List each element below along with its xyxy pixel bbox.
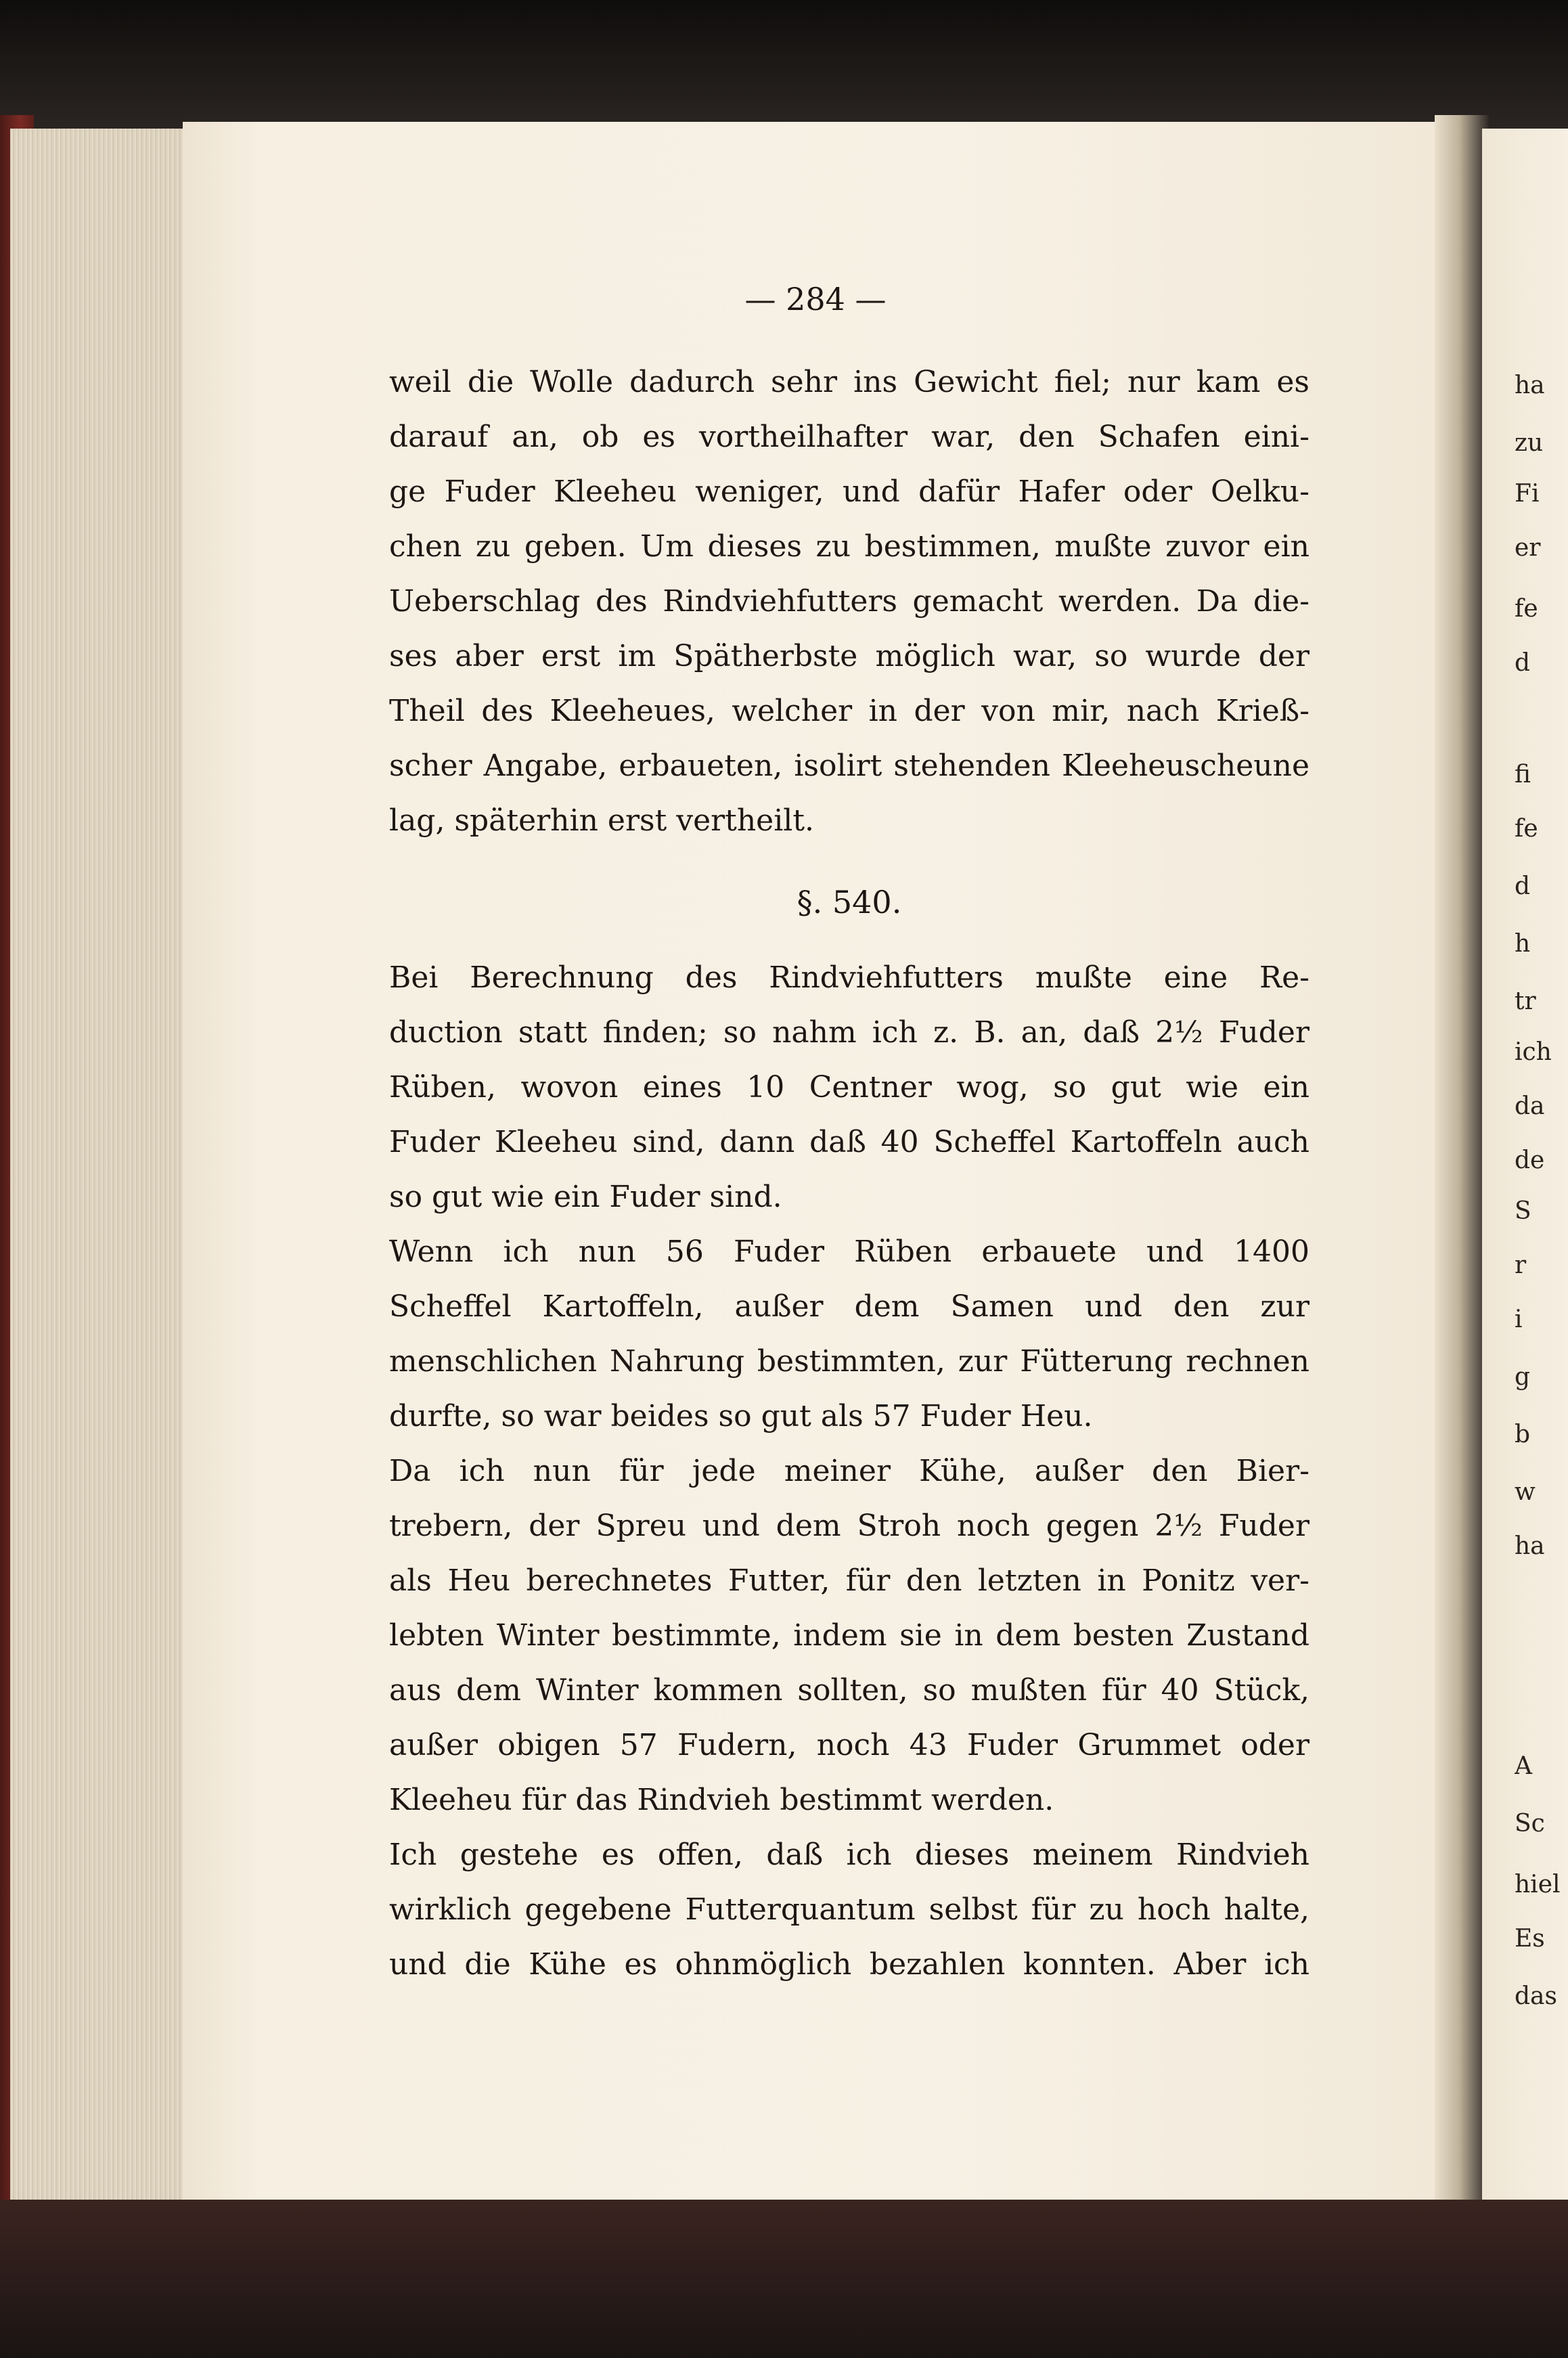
text-line: außer obigen 57 Fudern, noch 43 Fuder Grummet oder	[389, 1728, 1309, 1762]
scan-background-top	[0, 0, 1568, 129]
text-line: als Heu berechnetes Futter, für den letzten in Ponitz ver-	[389, 1563, 1309, 1598]
facing-page-fragment: das	[1515, 1982, 1557, 2010]
facing-page-fragment: Sc	[1515, 1810, 1545, 1838]
book-gutter	[1435, 115, 1489, 2254]
scan-background-bottom	[0, 2200, 1568, 2358]
text-line: lag, späterhin erst vertheilt.	[389, 803, 815, 838]
text-line: chen zu geben. Um dieses zu bestimmen, mußte zuvor ein	[389, 529, 1309, 564]
facing-page-fragment: ha	[1515, 1532, 1545, 1560]
facing-page-fragment: A	[1515, 1752, 1532, 1780]
facing-page-fragment: tr	[1515, 987, 1536, 1015]
text-line: Fuder Kleeheu sind, dann daß 40 Scheffel Kartoffeln auch	[389, 1125, 1309, 1159]
text-line: darauf an, ob es vortheilhafter war, den Schafen eini-	[389, 420, 1309, 454]
facing-page-fragment: Es	[1515, 1925, 1545, 1953]
text-line: aus dem Winter kommen sollten, so mußten für 40 Stück,	[389, 1673, 1309, 1708]
text-line: Ueberschlag des Rindviehfutters gemacht werden. Da die-	[389, 584, 1309, 619]
facing-page-fragment: fe	[1515, 595, 1538, 623]
text-line: trebern, der Spreu und dem Stroh noch gegen 2½ Fuder	[389, 1509, 1309, 1543]
facing-page-fragment: de	[1515, 1147, 1545, 1174]
page-edges	[10, 129, 187, 2200]
text-line: duction statt finden; so nahm ich z. B. an, daß 2½ Fuder	[389, 1015, 1309, 1050]
facing-page-fragment: b	[1515, 1421, 1531, 1448]
text-line: Bei Berechnung des Rindviehfutters mußte eine Re-	[389, 960, 1309, 995]
text-line: lebten Winter bestimmte, indem sie in dem besten Zustand	[389, 1618, 1309, 1653]
text-line: ge Fuder Kleeheu weniger, und dafür Hafer oder Oelku-	[389, 474, 1309, 509]
text-line: ses aber erst im Spätherbste möglich war, so wurde der	[389, 639, 1309, 673]
text-line: scher Angabe, erbaueten, isolirt stehenden Kleeheuscheune	[389, 749, 1309, 783]
facing-page-fragment: h	[1515, 930, 1531, 958]
text-line: Ich gestehe es offen, daß ich dieses meinem Rindvieh	[389, 1838, 1309, 1872]
facing-page-fragment: S	[1515, 1197, 1531, 1225]
facing-page-fragment: w	[1515, 1478, 1536, 1506]
facing-page-fragment: g	[1515, 1363, 1531, 1391]
text-line: wirklich gegebene Futterquantum selbst für zu hoch halte,	[389, 1892, 1309, 1927]
page-number: — 284 —	[744, 281, 887, 317]
facing-page-fragment: da	[1515, 1092, 1545, 1120]
facing-page-fragment: Fi	[1515, 480, 1540, 508]
text-line: weil die Wolle dadurch sehr ins Gewicht fiel; nur kam es	[389, 365, 1309, 399]
text-line: Kleeheu für das Rindvieh bestimmt werden.	[389, 1783, 1054, 1817]
facing-page-fragment: i	[1515, 1306, 1523, 1333]
text-line: so gut wie ein Fuder sind.	[389, 1180, 782, 1214]
facing-page-fragment: d	[1515, 649, 1531, 677]
text-line: Wenn ich nun 56 Fuder Rüben erbauete und 1400	[389, 1234, 1309, 1269]
facing-page-fragment: ich	[1515, 1038, 1552, 1066]
facing-page-fragment: r	[1515, 1251, 1527, 1279]
facing-page-fragment: d	[1515, 872, 1531, 900]
facing-page-fragment: hiel	[1515, 1871, 1561, 1898]
section-heading: §. 540.	[797, 884, 902, 920]
facing-page-fragment: zu	[1515, 429, 1544, 457]
text-line: menschlichen Nahrung bestimmten, zur Fütterung rechnen	[389, 1344, 1309, 1379]
text-line: Da ich nun für jede meiner Kühe, außer den Bier-	[389, 1454, 1309, 1488]
facing-page-fragment: ha	[1515, 372, 1545, 399]
text-line: und die Kühe es ohnmöglich bezahlen konnten. Aber ich	[389, 1947, 1309, 1982]
text-line: Scheffel Kartoffeln, außer dem Samen und den zur	[389, 1289, 1309, 1324]
facing-page-fragment: fi	[1515, 761, 1531, 788]
text-line: Theil des Kleeheues, welcher in der von mir, nach Krieß-	[389, 694, 1309, 728]
facing-page-fragment: fe	[1515, 815, 1538, 843]
text-line: Rüben, wovon eines 10 Centner wog, so gut wie ein	[389, 1070, 1309, 1105]
facing-page-fragment: er	[1515, 534, 1541, 562]
text-line: durfte, so war beides so gut als 57 Fuder Heu.	[389, 1399, 1093, 1433]
